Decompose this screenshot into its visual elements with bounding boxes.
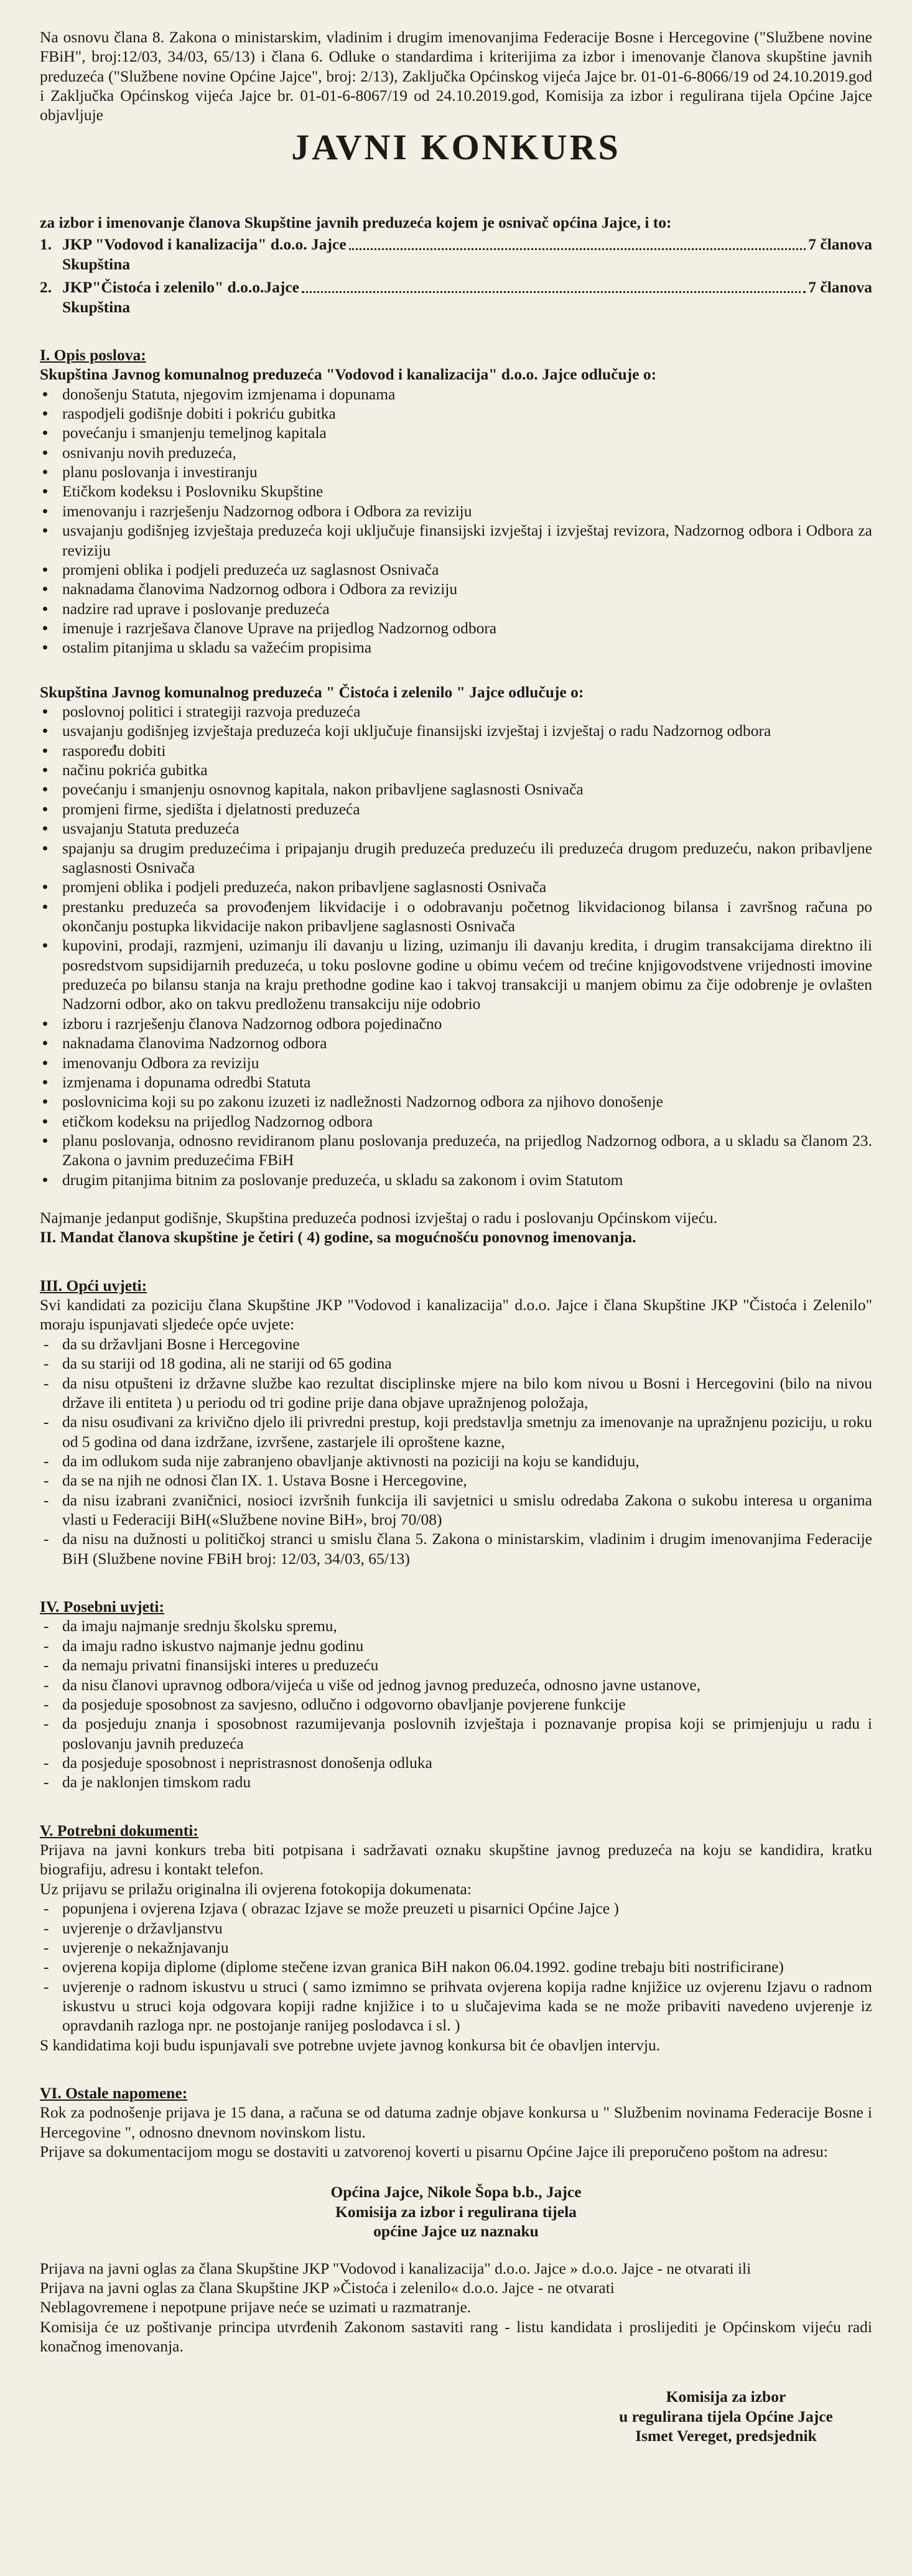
list-item: • Etičkom kodeksu i Poslovniku Skupštine [40,481,872,501]
list-item: - da nisu na dužnosti u političkoj stranci u smislu člana 5. Zakona o ministarskim, vladinim i drugim imenovanjima Federacije BiH (Službene novine FBiH broj: 12/03, 34/03, 65/13) [40,1529,872,1568]
address-line: Komisija za izbor i regulirana tijela [335,2202,577,2221]
note-line: Komisija će uz poštivanje principa utvrđenih Zakonom sastaviti rang - listu kandidata i proslijediti je Općinskom vijeću radi konačnog imenovanja. [40,2317,872,2355]
general-conditions-list [40,1334,872,1568]
list-item: • povećanju i smanjenju osnovnog kapitala, nakon pribavljene saglasnosti Osnivača [40,779,872,799]
section-heading: VI. Ostale napomene: [40,2084,188,2103]
list-item: - ovjerena kopija diplome (diplome stečene izvan granica BiH nakon 06.04.1992. godine trebaju biti nostrificirane) [40,1957,872,1976]
list-item: - uvjerenje o nekažnjavanju [40,1938,872,1957]
list-item: - da posjeduje sposobnost i nepristrasnost donošenja odluka [40,1753,872,1772]
list-item: - da su državljani Bosne i Hercegovine [40,1334,872,1354]
section-heading: V. Potrebni dokumenti: [40,1821,198,1839]
section-potrebni-dokumenti [40,1821,872,2055]
entity-name: JKP "Vodovod i kanalizacija" d.o.o. Jajce [62,235,347,254]
list-item: - da imaju najmanje srednju školsku spremu, [40,1616,872,1635]
entity-number: 2. [40,278,52,297]
section-opis-poslova [40,345,872,1247]
list-item: • izmjenama i dopunama odredbi Statuta [40,1072,872,1092]
list-item: • promjeni firme, sjedišta i djelatnosti preduzeća [40,799,872,819]
list-item: • promjeni oblika i podjeli preduzeća uz saglasnost Osnivača [40,560,872,579]
section-paragraph: Uz prijavu se prilažu originalna ili ovjerena fotokopija dokumenata: [40,1879,472,1898]
list-item: • načinu pokrića gubitka [40,760,872,779]
section-closing: Najmanje jedanput godišnje, Skupština preduzeća podnosi izvještaj o radu i poslovanju Općinskom vijeću. [40,1209,718,1227]
list-item: • planu poslovanja i investiranju [40,462,872,481]
list-item: • promjeni oblika i podjeli preduzeća, nakon pribavljene saglasnosti Osnivača [40,877,872,896]
list-item: • naknadama članovima Nadzornog odbora i Odbora za reviziju [40,579,872,598]
list-item: - da im odlukom suda nije zabranjeno obavljanje aktivnosti na poziciji na koju se kandiduju, [40,1451,872,1471]
list-item: - uvjerenje o državljanstvu [40,1918,872,1938]
entity-count: 7 članova [808,278,872,297]
signature-block [580,2387,872,2445]
entity-continuation: Skupština [62,297,131,316]
note-line: Prijava na javni oglas za člana Skupštine JKP "Vodovod i kanalizacija" d.o.o. Jajce » d.o.o. Jajce - ne otvarati ili [40,2259,751,2277]
section-opci-uvjeti [40,1276,872,1568]
document-title: JAVNI KONKURS [291,126,621,167]
list-item: - da nisu osuđivani za krivično djelo ili privredni prestup, koji predstavlja smetnju za imenovanje na upražnjenu poziciju, u roku od 5 godina od dana izdržane, izvršene, zastarjele ili oproštene kazne, [40,1412,872,1451]
note-line: Neblagovremene i nepotpune prijave neće se uzimati u razmatranje. [40,2298,472,2317]
entity-name: JKP"Čistoća i zelenilo" d.o.o.Jajce [62,278,299,297]
list-item: • poslovnicima koji su po zakonu izuzeti iz nadležnosti Nadzornog odbora za njihovo donošenje [40,1092,872,1111]
list-item: • imenuje i razrješava članove Uprave na prijedlog Nadzornog odbora [40,618,872,638]
list-item: • drugim pitanjima bitnim za poslovanje preduzeća, u skladu sa zakonom i ovim Statutom [40,1170,872,1189]
list-item: - popunjena i ovjerena Izjava ( obrazac Izjave se može preuzeti u pisarnici Općine Jajce ) [40,1899,872,1918]
list-item: • poslovnoj politici i strategiji razvoja preduzeća [40,702,872,721]
list-item: - da nemaju privatni finansijski interes u preduzeću [40,1655,872,1675]
group-title-cistoca: Skupština Javnog komunalnog preduzeća " Čistoća i zelenilo " Jajce odlučuje o: [40,682,584,701]
address-line: općine Jajce uz naznaku [373,2222,539,2241]
document-subtitle: za izbor i imenovanje članova Skupštine javnih preduzeća kojem je osnivač općina Jajce, i to: [40,213,672,232]
mandate-heading: II. Mandat članova skupštine je četiri ( 4) godine, sa mogućnošću ponovnog imenovanja. [40,1228,636,1247]
list-item: - da nisu otpušteni iz državne službe kao rezultat disciplinske mjere na bilo kom nivou u Bosni i Hercegovini (bilo na nivou države ili entiteta ) u periodu od tri godine prije dana objave upražnjenog položaja, [40,1374,872,1413]
section-heading: IV. Posebni uvjeti: [40,1597,165,1616]
list-item: • povećanju i smanjenju temeljnog kapitala [40,423,872,442]
duties-list-cistoca [40,702,872,1189]
dot-leader [349,248,806,250]
list-item: • prestanku preduzeća sa provođenjem likvidacije i o odobravanju početnog likvidacionog bilansa i završnog računa po okončanju postupka likvidacije nakon pribavljene saglasnosti Osnivača [40,897,872,936]
list-item: - da je naklonjen timskom radu [40,1772,872,1792]
entity-number: 1. [40,235,52,254]
entity-list [40,235,872,316]
entity-continuation: Skupština [62,254,131,273]
intro-paragraph: Na osnovu člana 8. Zakona o ministarskim, vladinim i drugim imenovanjima Federacije Bosne i Hercegovine ("Službene novine FBiH", broj:12/03, 34/03, 65/13) i člana 6. Odluke o standardima i kriterijima za izbor i imenovanje članova skupštine javnih preduzeća ("Službene novine Općine Jajce", broj: 2/13), Zaključka Općinskog vijeća Jajce br. 01-01-6-8066/19 od 24.10.2019.god i Zaključka Općinskog vijeća Jajce br. 01-01-6-8067/19 od 24.10.2019.god, Komisija za izbor i regulirana tijela Općine Jajce objavljuje [40,28,872,124]
list-item: • donošenju Statuta, njegovim izmjenama i dopunama [40,384,872,404]
list-item: • kupovini, prodaji, razmjeni, uzimanju ili davanju u lizing, uzimanju ili davanju kredita, i drugim transakcijama direktno ili posredstvom supsidijarnih preduzeća, u toku poslovne godine u obimu većem od trećine knjigovodstvene vrijednosti imovine preduzeća po bilansu stanja na kraju prethodne godine kao i takvoj transakciji u manjem obimu za čije odobrenje je ovlašten Nadzorni odbor, ako on takvu predloženu transakciju nije odobrio [40,936,872,1013]
list-item: - uvjerenje o radnom iskustvu u struci ( samo izmimno se prihvata ovjerena kopija radne knjižice uz ovjerenu Izjavu o radnom iskustvu u struci koja odgovara kopiji radne knjižice i to u slučajevima kada se ne može pribaviti navedeno uvjerenje iz opravdanih razloga npr. ne postojanje ranijeg poslodavca i sl. ) [40,1977,872,2035]
list-item: • planu poslovanja, odnosno revidiranom planu poslovanja preduzeća, na prijedlog Nadzornog odbora, a u skladu sa članom 23. Zakona o javnim preduzećima FBiH [40,1131,872,1170]
dot-leader [302,291,806,293]
list-item: • usvajanju godišnjeg izvještaja preduzeća koji uključuje finansijski izvještaj i izvještaj revizora, Nadzornog odbora i Odbora za reviziju [40,521,872,560]
list-item: • usvajanju godišnjeg izvještaja preduzeća koji uključuje finansijski izvještaj i izvještaj o radu Nadzornog odbora [40,721,872,740]
list-item: - da posjeduju znanja i sposobnost razumijevanja poslovnih izvještaja i poznavanje propisa koji se primjenjuju u radu i poslovanju javnih preduzeća [40,1714,872,1753]
list-item: • raspodjeli godišnje dobiti i pokriću gubitka [40,404,872,423]
list-item: • osnivanju novih preduzeća, [40,443,872,462]
list-item: - da imaju radno iskustvo najmanje jednu godinu [40,1636,872,1655]
section-posebni-uvjeti [40,1597,872,1792]
section-paragraph: Prijave sa dokumentacijom mogu se dostaviti u zatvorenoj koverti u pisarnu Općine Jajce ili preporučeno poštom na adresu: [40,2142,828,2161]
list-item: - da posjeduje sposobnost za savjesno, odlučno i odgovorno obavljanje povjerene funkcije [40,1695,872,1714]
section-paragraph: Prijava na javni konkurs treba biti potpisana i sadržavati oznaku skupštine javnog preduzeća na koju se kandidira, kratku biografiju, adresu i kontakt telefon. [40,1841,872,1879]
list-item: • ostalim pitanjima u skladu sa važećim propisima [40,638,872,657]
entity-row [40,277,872,297]
section-heading: III. Opći uvjeti: [40,1276,147,1295]
signature-line: Komisija za izbor [666,2388,786,2406]
list-item: - da su stariji od 18 godina, ali ne stariji od 65 godina [40,1354,872,1373]
special-conditions-list [40,1616,872,1792]
section-paragraph: Rok za podnošenje prijava je 15 dana, a računa se od datuma zadnje objave konkursa u " Službenim novinama Federacije Bosne i Hercegovine ", odnosno dnevnom novinskom listu. [40,2103,872,2141]
entity-row [40,235,872,254]
list-item: - da nisu izabrani zvaničnici, nosioci izvršnih funkcija ili savjetnici u smislu odredaba Zakona o sukobu interesa u organima vlasti u Federaciji BiH(«Službene novine BiH», broj 70/08) [40,1490,872,1530]
address-line: Općina Jajce, Nikole Šopa b.b., Jajce [330,2183,582,2202]
group-title-vodovod: Skupština Javnog komunalnog preduzeća "Vodovod i kanalizacija" d.o.o. Jajce odlučuje o: [40,365,657,384]
list-item: • imenovanju i razrješenju Nadzornog odbora i Odbora za reviziju [40,501,872,521]
list-item: • naknadama članovima Nadzornog odbora [40,1033,872,1053]
section-ostale-napomene [40,2083,872,2356]
mailing-address [40,2182,872,2241]
duties-list-vodovod [40,384,872,658]
section-heading: I. Opis poslova: [40,345,146,364]
list-item: • etičkom kodeksu na prijedlog Nadzornog odbora [40,1112,872,1131]
list-item: • izboru i razrješenju članova Nadzornog odbora pojedinačno [40,1014,872,1033]
list-item: • nadzire rad uprave i poslovanje preduzeća [40,599,872,618]
signature-line: u regulirana tijela Općine Jajce [619,2407,833,2425]
note-line: Prijava na javni oglas za člana Skupštine JKP »Čistoća i zelenilo« d.o.o. Jajce - ne otvarati [40,2278,615,2297]
list-item: • spajanju sa drugim preduzećima i pripajanju drugih preduzeća preduzeću ili preduzeća drugom preduzeću, nakon pribavljene saglasnosti Osnivača [40,839,872,878]
documents-list [40,1899,872,2035]
list-item: • imenovanju Odbora za reviziju [40,1053,872,1072]
list-item: - da se na njih ne odnosi član IX. 1. Ustava Bosne i Hercegovine, [40,1471,872,1490]
list-item: - da nisu članovi upravnog odbora/vijeća u više od jednog javnog preduzeća, odnosno javne ustanove, [40,1675,872,1695]
list-item: • raspoređu dobiti [40,741,872,760]
section-intro: Svi kandidati za poziciju člana Skupštine JKP "Vodovod i kanalizacija" d.o.o. Jajce i člana Skupštine JKP "Čistoća i Zelenilo" moraju ispunjavati sljedeće opće uvjete: [40,1296,872,1334]
section-closing: S kandidatima koji budu ispunjavali sve potrebne uvjete javnog konkursa bit će obavljen intervju. [40,2035,661,2054]
entity-count: 7 članova [808,235,872,254]
signature-line: Ismet Vereget, predsjednik [635,2427,817,2445]
list-item: • usvajanju Statuta preduzeća [40,819,872,838]
